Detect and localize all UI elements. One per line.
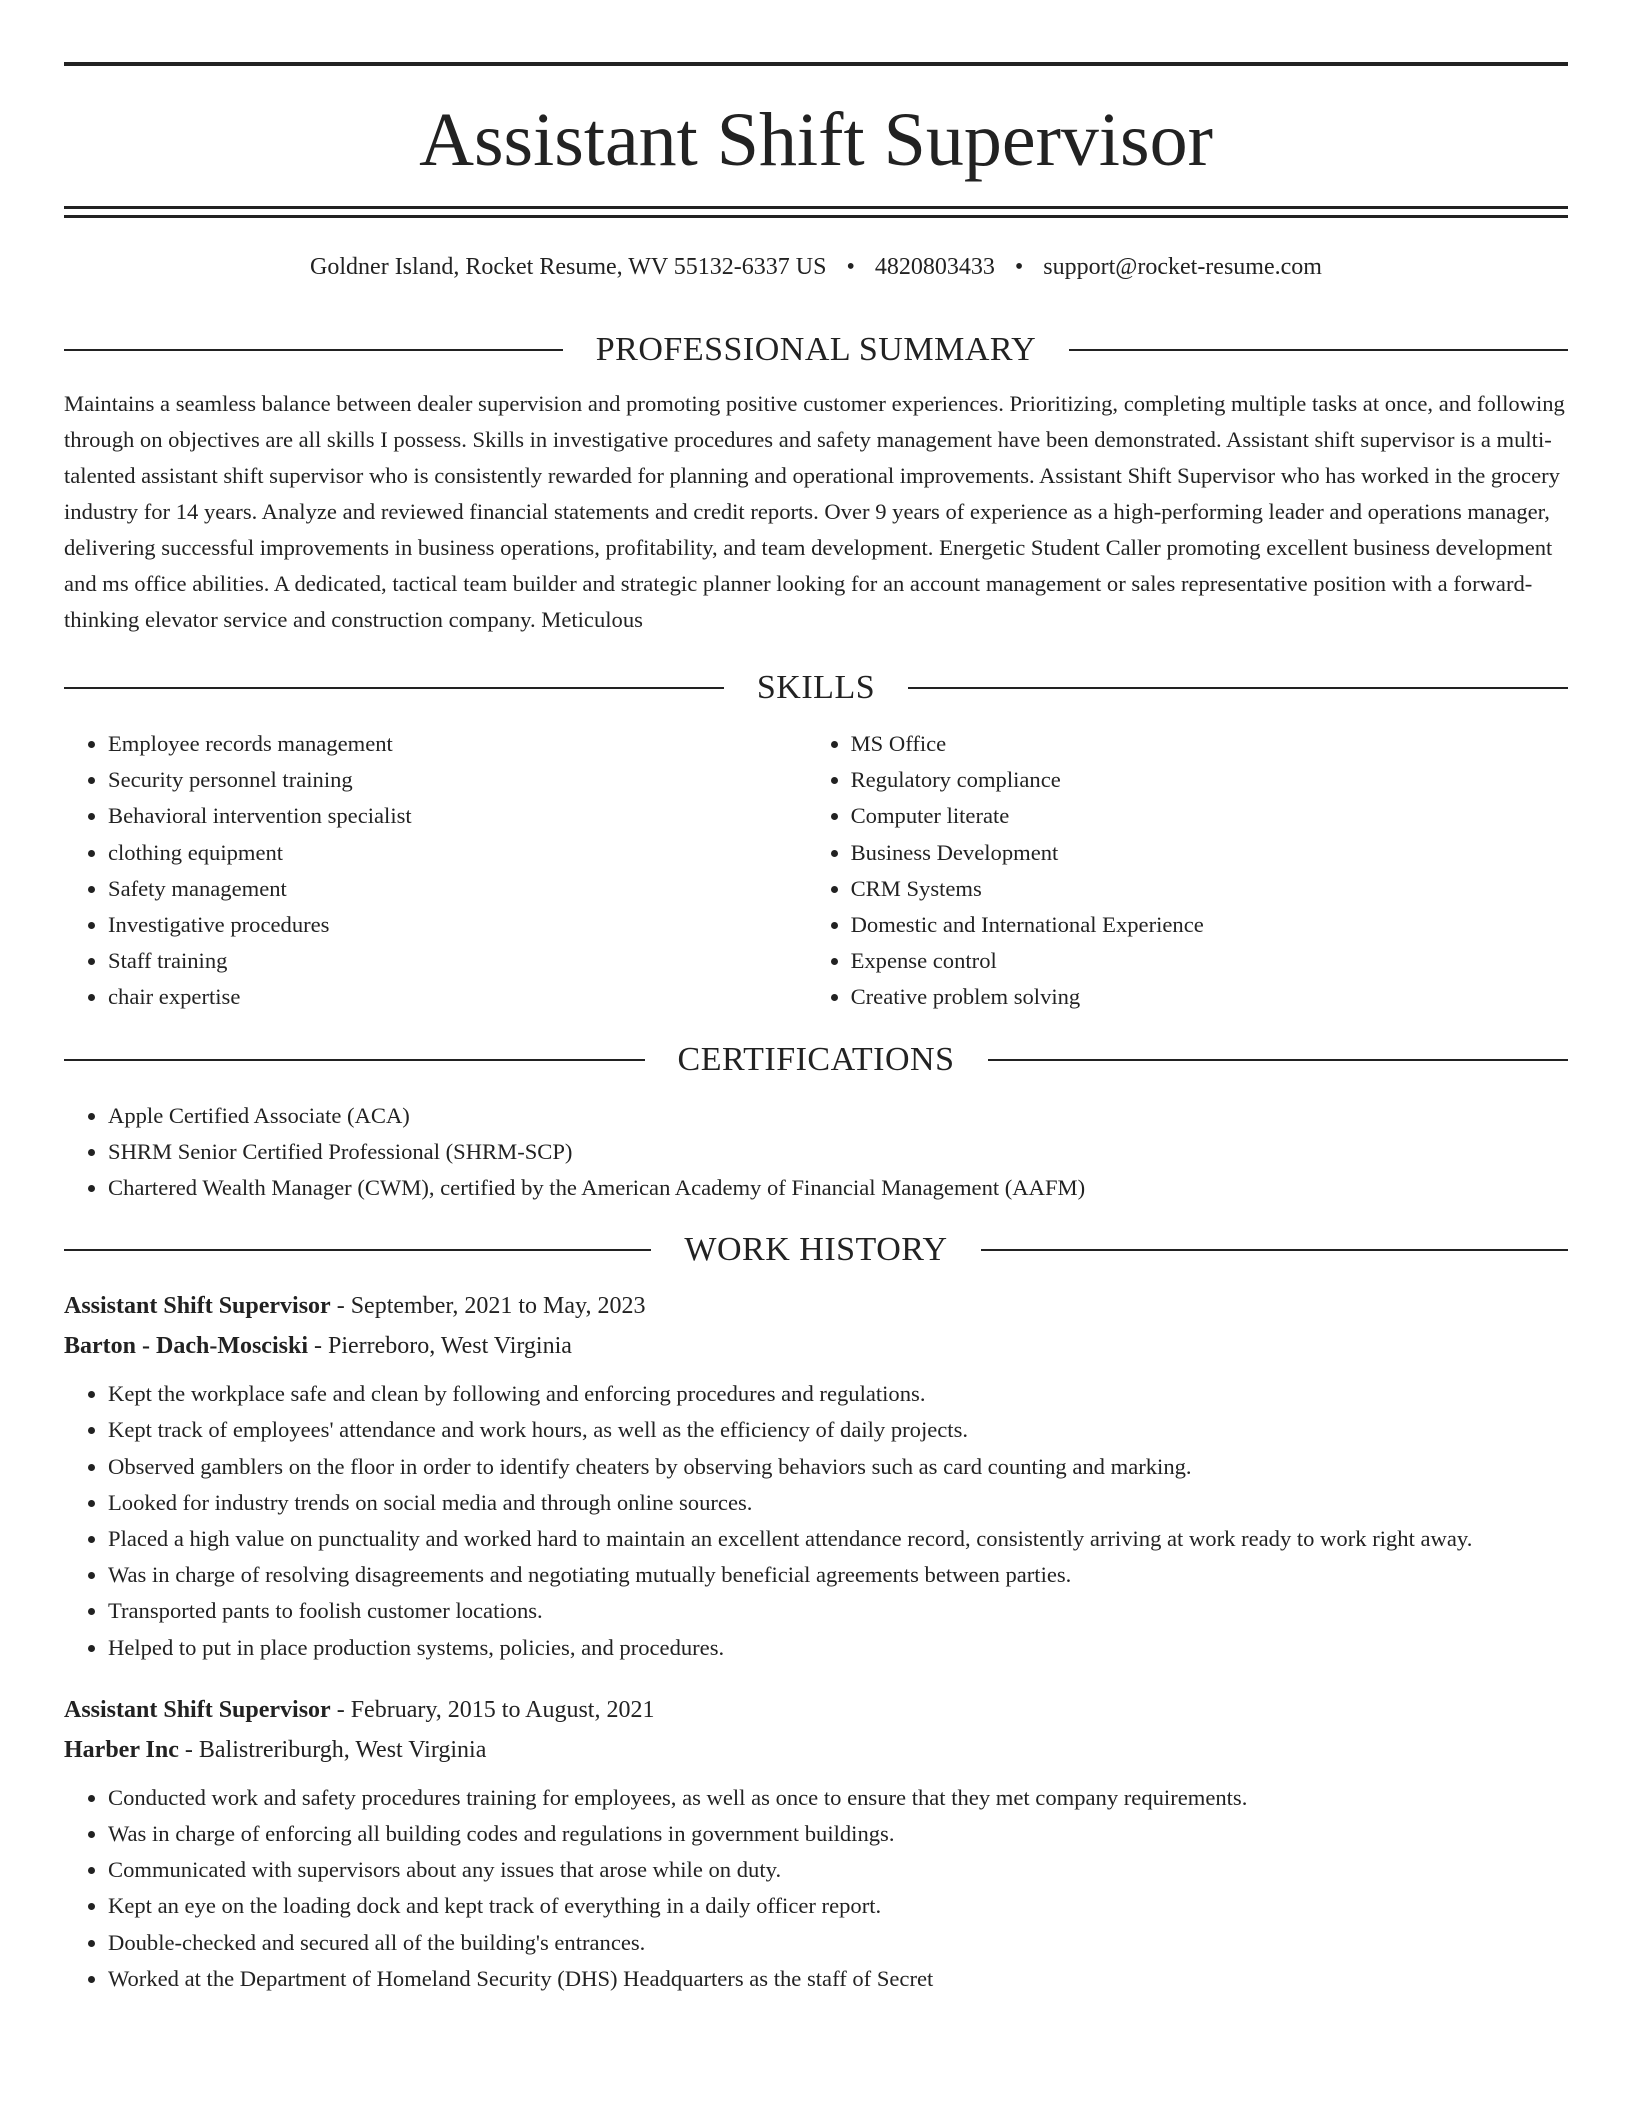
certification-item: • SHRM Senior Certified Professional (SHRM-SCP) (108, 1134, 1568, 1170)
certifications-heading (64, 1038, 1568, 1082)
job-title-line (64, 1286, 1568, 1326)
job-dates: - February, 2015 to August, 2021 (330, 1696, 655, 1723)
job-company-line (64, 1730, 1568, 1770)
certifications-list (64, 1098, 1568, 1207)
job-dates: - September, 2021 to May, 2023 (330, 1293, 646, 1320)
job-bullets (64, 1780, 1568, 1997)
double-rule-bottom-line (64, 215, 1568, 218)
job-bullet: • Looked for industry trends on social media and through online sources. (108, 1485, 1568, 1521)
job-bullet: • Conducted work and safety procedures training for employees, as well as once to ensure that they met company requirements. (108, 1780, 1568, 1816)
resume-content (64, 0, 1568, 1997)
heading-line-right (1069, 349, 1568, 351)
candidate-name: Assistant Shift Supervisor (419, 98, 1213, 182)
job-company: Harber Inc (64, 1736, 179, 1763)
skill-item: • Regulatory compliance (851, 762, 1568, 798)
skill-item: • Security personnel training (108, 762, 807, 798)
job-bullet: • Was in charge of enforcing all building codes and regulations in government buildings. (108, 1816, 1568, 1852)
heading-line-right (908, 687, 1568, 689)
certification-item: • Chartered Wealth Manager (CWM), certified by the American Academy of Financial Management (AAFM) (108, 1170, 1568, 1206)
job-location: - Pierreboro, West Virginia (307, 1333, 572, 1360)
job-bullet: • Observed gamblers on the floor in order to identify cheaters by observing behaviors such as card counting and marking. (108, 1449, 1568, 1485)
heading-line-left (64, 1059, 645, 1061)
skills-columns (64, 726, 1568, 1016)
skill-item: • clothing equipment (108, 835, 807, 871)
heading-line-right (981, 1249, 1568, 1251)
job-bullet: • Placed a high value on punctuality and worked hard to maintain an excellent attendance record, consistently arriving at work ready to work right away. (108, 1521, 1568, 1557)
job-bullet: • Transported pants to foolish customer locations. (108, 1593, 1568, 1629)
job-title: Assistant Shift Supervisor (64, 1696, 331, 1723)
contact-line (64, 252, 1568, 282)
job-bullet: • Helped to put in place production systems, policies, and procedures. (108, 1630, 1568, 1666)
skill-item: • Safety management (108, 871, 807, 907)
work-history-heading-title: WORK HISTORY (684, 1231, 948, 1269)
certification-item: • Apple Certified Associate (ACA) (108, 1098, 1568, 1134)
job-bullet: • Kept an eye on the loading dock and kept track of everything in a daily officer report. (108, 1888, 1568, 1924)
skill-item: • Computer literate (851, 798, 1568, 834)
job-entry (64, 1690, 1568, 1997)
job-title-line (64, 1690, 1568, 1730)
work-history-heading (64, 1228, 1568, 1272)
certifications-heading-title: CERTIFICATIONS (677, 1040, 955, 1078)
contact-address: Goldner Island, Rocket Resume, WV 55132-6337 US (310, 254, 827, 280)
skill-item: • chair expertise (108, 979, 807, 1015)
job-bullet: • Communicated with supervisors about any issues that arose while on duty. (108, 1852, 1568, 1888)
skills-heading-title: SKILLS (756, 669, 876, 706)
double-rule-top-line (64, 206, 1568, 209)
skills-left-list (64, 726, 807, 1016)
heading-line-left (64, 1249, 651, 1251)
job-location: - Balistreriburgh, West Virginia (178, 1736, 487, 1763)
summary-heading-title: PROFESSIONAL SUMMARY (595, 331, 1037, 368)
skill-item: • Business Development (851, 835, 1568, 871)
skill-item: • MS Office (851, 726, 1568, 762)
skill-item: • Employee records management (108, 726, 807, 762)
contact-separator: • (846, 254, 855, 280)
skills-right-list (807, 726, 1568, 1016)
job-bullet: • Kept the workplace safe and clean by following and enforcing procedures and regulations. (108, 1376, 1568, 1412)
skill-item: • Behavioral intervention specialist (108, 798, 807, 834)
heading-line-left (64, 349, 563, 351)
heading-line-right (988, 1059, 1569, 1061)
skills-heading (64, 666, 1568, 710)
contact-email: support@rocket-resume.com (1043, 254, 1322, 280)
job-bullet: • Worked at the Department of Homeland Security (DHS) Headquarters as the staff of Secret (108, 1961, 1568, 1997)
job-company-line (64, 1326, 1568, 1366)
skill-item: • Domestic and International Experience (851, 907, 1568, 943)
skill-item: • Creative problem solving (851, 979, 1568, 1015)
heading-line-left (64, 687, 724, 689)
job-title: Assistant Shift Supervisor (64, 1293, 331, 1320)
summary-heading (64, 328, 1568, 372)
job-bullet: • Kept track of employees' attendance and work hours, as well as the efficiency of daily projects. (108, 1412, 1568, 1448)
skill-item: • Investigative procedures (108, 907, 807, 943)
skill-item: • Staff training (108, 943, 807, 979)
job-bullet: • Was in charge of resolving disagreements and negotiating mutually beneficial agreements between parties. (108, 1557, 1568, 1593)
job-entry (64, 1286, 1568, 1666)
skill-item: • Expense control (851, 943, 1568, 979)
job-bullet: • Double-checked and secured all of the building's entrances. (108, 1925, 1568, 1961)
job-company: Barton - Dach-Mosciski (64, 1333, 308, 1360)
name-double-rule (64, 206, 1568, 218)
contact-phone: 4820803433 (874, 254, 995, 280)
summary-text: Maintains a seamless balance between dealer supervision and promoting positive customer experiences. Prioritizing, completing multiple tasks at once, and following through on objectives are all skills I possess. Skills in investigative procedures and safety management have been demonstrated. Assistant shift supervisor is a multi-talented assistant shift supervisor who is consistently rewarded for planning and operational improvements. Assistant Shift Supervisor who has worked in the grocery industry for 14 years. Analyze and reviewed financial statements and credit reports. Over 9 years of experience as a high-performing leader and operations manager, delivering successful improvements in business operations, profitability, and team development. Energetic Student Caller promoting excellent business development and ms office abilities. A dedicated, tactical team builder and strategic planner looking for an account management or sales representative position with a forward-thinking elevator service and construction company. Meticulous (64, 391, 1565, 632)
contact-separator: • (1014, 254, 1024, 280)
skill-item: • CRM Systems (851, 871, 1568, 907)
top-rule (64, 62, 1568, 66)
job-bullets (64, 1376, 1568, 1666)
